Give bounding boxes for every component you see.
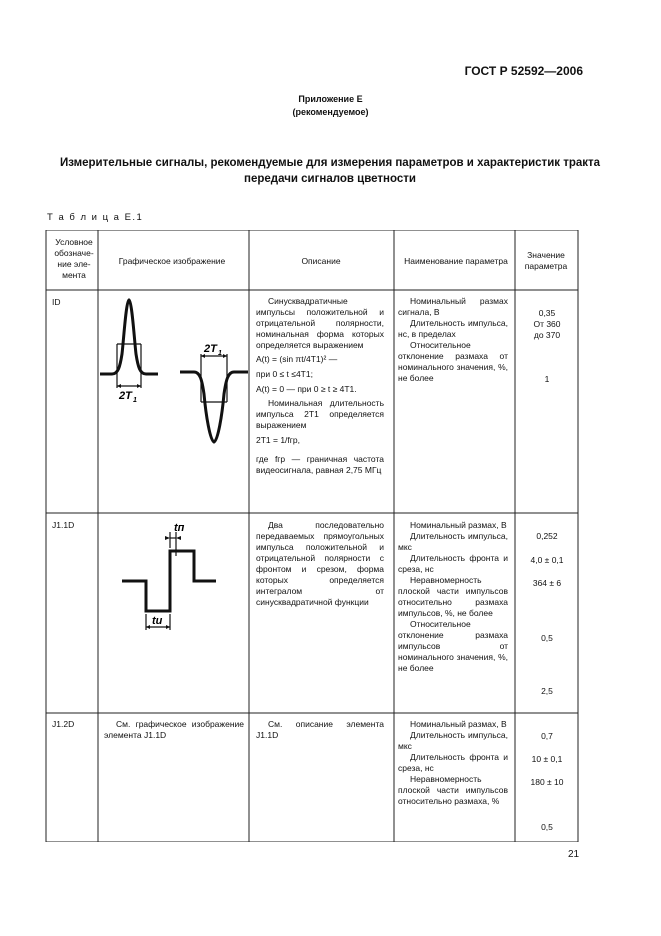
value-item: От 360 (533, 319, 561, 329)
param-item: Номинальный размах, В (410, 520, 507, 530)
table-label: Т а б л и ц а Е.1 (47, 212, 144, 223)
row-j12d-description: См. описание элемента J1.1D (256, 719, 384, 740)
desc-paragraph-3: где fгр — граничная частота видеосигнала, равная 2,75 МГц (256, 454, 384, 475)
label-2t1-left-sub: 1 (133, 397, 137, 404)
label-tp: tп (174, 522, 185, 534)
param-item: Длительность импульса, нс, в пределах (398, 318, 508, 339)
column-header-value (516, 250, 576, 272)
header-text: мента (62, 270, 86, 280)
param-item: Длительность импульса, мкс (398, 531, 508, 552)
value-item: 180 ± 10 (530, 777, 564, 787)
header-text: ние эле- (57, 259, 91, 269)
label-2t1-right: 2T (204, 343, 217, 355)
header-text: Условное (55, 237, 93, 247)
row-j11d-designation: J1.1D (52, 520, 75, 530)
row-j12d-parameters (398, 719, 508, 807)
value-item: 364 ± 6 (532, 578, 562, 588)
param-item: Неравномерность плоской части импульсов относительно размаха, % (398, 774, 508, 806)
appendix-heading (0, 93, 661, 119)
sine-squared-pulses-figure (98, 292, 249, 452)
param-item: Неравномерность плоской части импульсов относительно размаха импульсов, %, не более (398, 575, 508, 618)
row-id-designation: ID (52, 297, 61, 307)
param-item: Относительное отклонение размаха от номинального значения, %, не более (398, 340, 508, 383)
row-id-parameters (398, 296, 508, 384)
title-line-1: Измерительные сигналы, рекомендуемые для измерения параметров и характеристик тракта (59, 157, 601, 169)
param-item: Номинальный размах, В (410, 719, 507, 729)
header-text: обозначе- (54, 248, 94, 258)
page-number: 21 (568, 849, 580, 860)
row-j12d-values (516, 731, 578, 833)
row-id-description (256, 296, 384, 476)
appendix-title: Приложение Е (298, 94, 363, 104)
rectangular-pulses-figure (118, 518, 218, 638)
formula-4: 2T1 = 1/fгр, (256, 435, 300, 445)
desc-paragraph-2: Номинальная длительность импульса 2T1 определяется выражением (256, 398, 384, 430)
column-header-graphic: Графическое изображение (118, 256, 226, 266)
value-item: 0,7 (541, 731, 553, 741)
value-item: 0,5 (541, 633, 553, 643)
title-line-2: передачи сигналов цветности (244, 173, 416, 185)
formula-2: при 0 ≤ t ≤4T1; (256, 369, 313, 379)
param-item: Длительность фронта и среза, нс (398, 752, 508, 773)
label-2t1-left: 2T (119, 390, 132, 402)
column-header-designation (52, 237, 96, 281)
desc-paragraph-1: Синусквадратичные импульсы положительной и отрицательной полярности, номинальная форма которых определяется выражением (256, 296, 384, 350)
standard-number: ГОСТ Р 52592—2006 (464, 64, 583, 78)
label-ti: tи (152, 615, 163, 627)
document-title (40, 155, 620, 187)
header-text: параметра (524, 261, 568, 271)
param-item: Длительность импульса, мкс (398, 730, 508, 751)
appendix-note: (рекомендуемое) (292, 107, 369, 117)
value-item: 4,0 ± 0,1 (530, 555, 564, 565)
row-j12d-designation: J1.2D (52, 719, 75, 729)
param-item: Номинальный размах сигнала, В (398, 296, 508, 317)
param-item: Относительное отклонение размаха импульсов от номинального значения, %, не более (398, 619, 508, 673)
value-item: 2,5 (541, 686, 553, 696)
value-item: 10 ± 0,1 (531, 754, 563, 764)
column-header-parameter: Наименование параметра (404, 256, 508, 266)
formula-1: A(t) = (sin πt/4T1)² — (256, 354, 338, 364)
row-j11d-values (516, 531, 578, 697)
label-2t1-right-sub: 1 (218, 350, 222, 357)
row-j11d-parameters (398, 520, 508, 674)
value-item: до 370 (533, 330, 561, 340)
value-item: 1 (544, 374, 550, 384)
header-text: Значение (527, 250, 565, 260)
row-j12d-figure-ref: См. графическое изображение элемента J1.1D (104, 719, 244, 740)
value-item: 0,35 (538, 308, 556, 318)
param-item: Длительность фронта и среза, нс (398, 553, 508, 574)
value-item: 0,5 (541, 822, 553, 832)
formula-3: A(t) = 0 — при 0 ≥ t ≥ 4T1. (256, 384, 357, 394)
row-id-values (516, 308, 578, 385)
value-item: 0,252 (536, 531, 558, 541)
row-j11d-description: Два последовательно передаваемых прямоугольных импульса положительной и отрицательной полярности с фронтом и срезом, форма которых определяется интегралом от синусквадратичной функции (256, 520, 384, 607)
column-header-description: Описание (301, 256, 341, 266)
